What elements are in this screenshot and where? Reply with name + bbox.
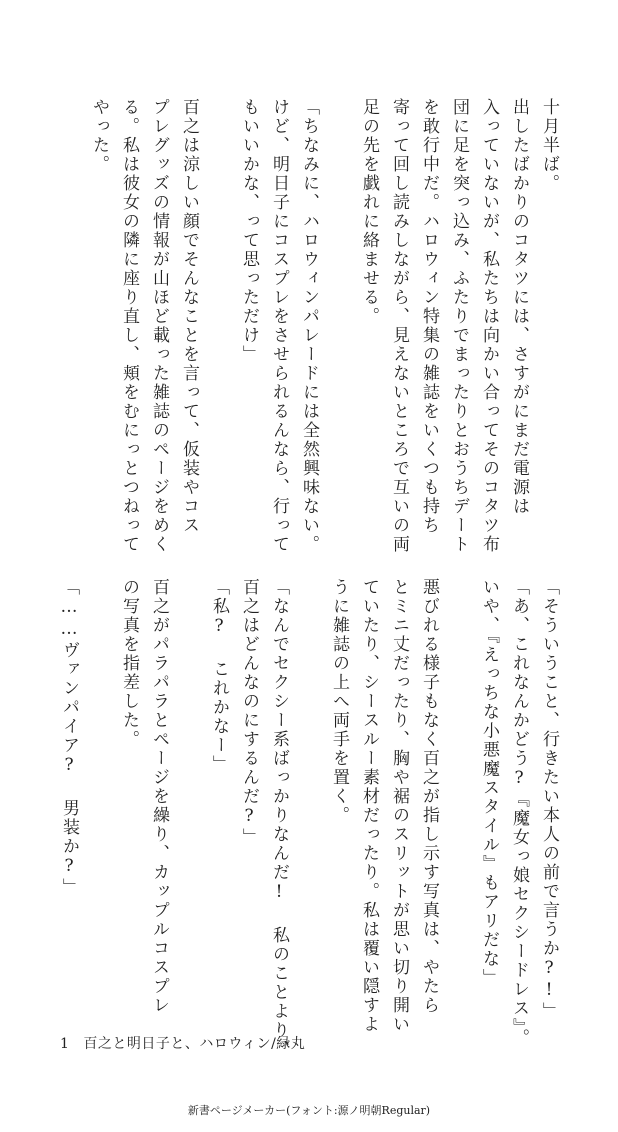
text-line: 団に足を突っ込み、ふたりでまったりとおうちデート <box>449 98 469 554</box>
text-line: 百之がパラパラとページを繰り、カップルコスプレ <box>149 578 169 1015</box>
text-line: 足の先を戯れに絡ませる。 <box>359 98 379 326</box>
page-number: 1 <box>60 1036 70 1052</box>
text-line: やった。 <box>89 98 109 174</box>
text-line: もいいかな、って思っただけ」 <box>239 98 259 364</box>
text-line: プレグッズの情報が山ほど載った雑誌のページをめく <box>149 98 169 554</box>
text-line: を敢行中だ。ハロウィン特集の雑誌をいくつも持ち <box>419 98 439 535</box>
text-line: の写真を指差した。 <box>119 578 139 749</box>
credit-line: 新書ページメーカー(フォント:源ノ明朝Regular) <box>187 1104 431 1117</box>
running-title: 百之と明日子と、ハロウィン/緑丸 <box>83 1036 306 1052</box>
text-line: 「あ、これなんかどう?『魔女っ娘セクシードレス』。 <box>509 578 529 1048</box>
text-line: 百之は涼しい顔でそんなことを言って、仮装やコス <box>179 98 199 535</box>
text-line: とミニ丈だったり、胸や裾のスリットが思い切り開い <box>389 578 409 1034</box>
text-line: 入っていないが、私たちは向かい合ってそのコタツ布 <box>479 98 499 554</box>
text-line: うに雑誌の上へ両手を置く。 <box>329 578 349 825</box>
text-line: 寄って回し読みしながら、見えないところで互いの両 <box>389 98 409 554</box>
text-line: 十月半ば。 <box>539 98 559 193</box>
text-line: 百之はどんなのにするんだ?」 <box>239 578 259 847</box>
text-line: 「……ヴァンパイア? 男装か?」 <box>59 578 79 897</box>
text-line: る。私は彼女の隣に座り直し、頬をむにっとつねって <box>119 98 139 554</box>
text-line: 「そういうこと、行きたい本人の前で言うか?!」 <box>539 578 559 1021</box>
text-line: けど、明日子にコスプレをさせられるんなら、行って <box>269 98 289 554</box>
text-line: 「私? これかなー」 <box>209 578 229 774</box>
text-line: 「ちなみに、ハロウィンパレードには全然興味ない。 <box>299 98 319 554</box>
text-line: いや、『えっちな小悪魔スタイル』もアリだな」 <box>479 578 499 988</box>
page-footer <box>60 1033 305 1053</box>
text-line: 悪びれる様子もなく百之が指し示す写真は、やたら <box>419 578 439 1015</box>
text-line: ていたり、シースルー素材だったり。私は覆い隠すよ <box>359 578 379 1034</box>
text-line: 出したばかりのコタツには、さすがにまだ電源は <box>509 98 529 516</box>
text-line: 「なんでセクシー系ばっかりなんだ! 私のことより、 <box>269 578 289 1059</box>
